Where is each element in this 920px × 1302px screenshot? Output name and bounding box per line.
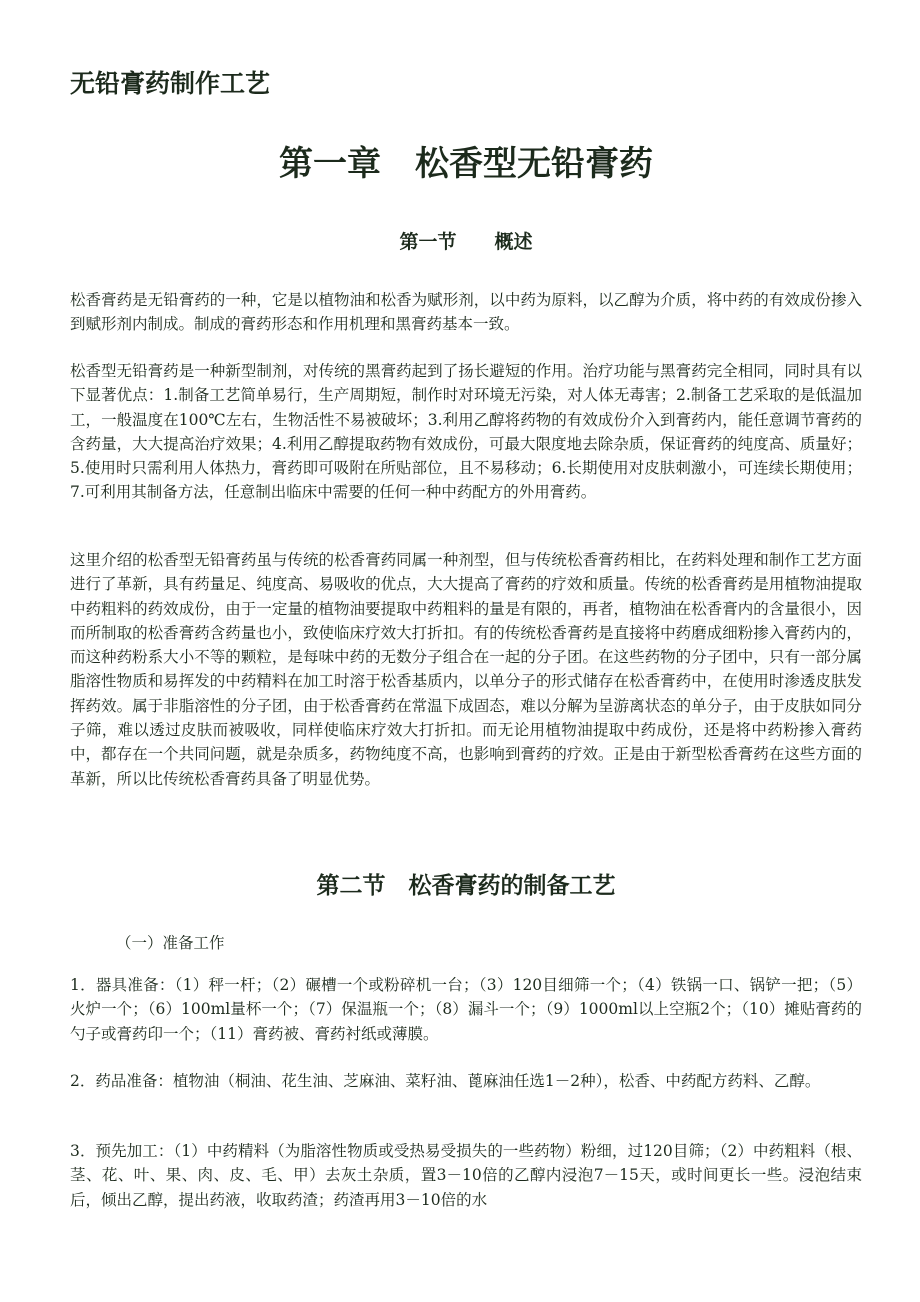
paragraph: 这里介绍的松香型无铅膏药虽与传统的松香膏药同属一种剂型，但与传统松香膏药相比，在药料处理和制作工艺方面进行了革新，具有药量足、纯度高、易吸收的优点，大大提高了膏药的疗效和质量。传统的松香膏药是用植物油提取中药粗料的药效成份，由于一定量的植物油要提取中药粗料的量是有限的，再者，植物油在松香膏内的含量很小，因而所制取的松香膏药含药量也小，致使临床疗效大打折扣。有的传统松香膏药是直接将中药磨成细粉掺入膏药内的，而这种药粉系大小不等的颗粒，是每味中药的无数分子组合在一起的分子团。在这些药物的分子团中，只有一部分属脂溶性物质和易挥发的中药精料在加工时溶于松香基质内，以单分子的形式储存在松香膏药中，在使用时渗透皮肤发挥药效。属于非脂溶性的分子团，由于松香膏药在常温下成固态，难以分解为呈游离状态的单分子，由于皮肤如同分子筛，难以透过皮肤而被吸收，同样使临床疗效大打折扣。而无论用植物油提取中药成份，还是将中药粉掺入膏药中，都存在一个共同问题，就是杂质多，药物纯度不高，也影响到膏药的疗效。正是由于新型松香膏药在这些方面的革新，所以比传统松香膏药具备了明显优势。: [70, 551, 862, 788]
section-title-preparation: 第二节 松香膏药的制备工艺: [316, 873, 616, 899]
chapter-title: 第一章 松香型无铅膏药: [279, 144, 653, 184]
list-item: 2．药品准备：植物油（桐油、花生油、芝麻油、菜籽油、蓖麻油任选1－2种），松香、中药配方药料、乙醇。: [70, 1072, 821, 1090]
paragraph: 松香型无铅膏药是一种新型制剂，对传统的黑膏药起到了扬长避短的作用。治疗功能与黑膏药完全相同，同时具有以下显著优点：1.制备工艺简单易行，生产周期短，制作时对环境无污染，对人体无毒害；2.制备工艺采取的是低温加工，一般温度在100℃左右，生物活性不易被破坏；3.利用乙醇将药物的有效成份介入到膏药内，能任意调节膏药的含药量，大大提高治疗效果；4.利用乙醇提取药物有效成份，可最大限度地去除杂质，保证膏药的纯度高、质量好；5.使用时只需利用人体热力，膏药即可吸附在所贴部位，且不易移动；6.长期使用对皮肤刺激小，可连续长期使用；7.可利用其制备方法，任意制出临床中需要的任何一种中药配方的外用膏药。: [70, 362, 862, 502]
section-title-overview: 第一节 概述: [399, 231, 533, 253]
list-item: 1．器具准备：（1）秤一杆；（2）碾槽一个或粉碎机一台；（3）120目细筛一个；（4）铁锅一口、锅铲一把；（5）火炉一个；（6）100ml量杯一个；（7）保温瓶一个；（8）漏斗一个；（9）1000ml以上空瓶2个；（10）摊贴膏药的勺子或膏药印一个；（11）膏药被、膏药衬纸或薄膜。: [70, 976, 862, 1043]
paragraph: 松香膏药是无铅膏药的一种，它是以植物油和松香为赋形剂，以中药为原料，以乙醇为介质，将中药的有效成份掺入到赋形剂内制成。制成的膏药形态和作用机理和黑膏药基本一致。: [70, 291, 862, 334]
list-item: 3．预先加工：（1）中药精料（为脂溶性物质或受热易受损失的一些药物）粉细，过120目筛；（2）中药粗料（根、茎、花、叶、果、肉、皮、毛、甲）去灰土杂质，置3－10倍的乙醇内浸泡7－15天，或时间更长一些。浸泡结束后，倾出乙醇，提出药液，收取药渣；药渣再用3－10倍的水: [70, 1142, 862, 1209]
document-title: 无铅膏药制作工艺: [70, 69, 271, 98]
subheading: （一）准备工作: [116, 934, 225, 952]
